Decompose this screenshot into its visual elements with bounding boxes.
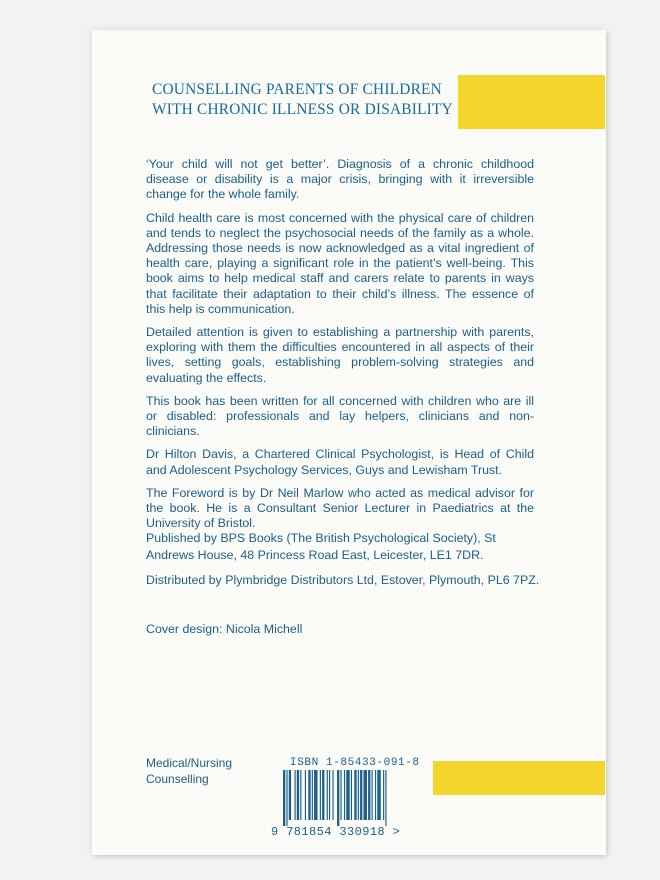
barcode-bar: [322, 770, 324, 820]
barcode-digits: 9 781854 330918 >: [271, 825, 401, 839]
barcode-bar: [297, 770, 299, 820]
barcode-bar: [305, 770, 306, 820]
blurb-paragraph: Child health care is most concerned with the physical care of children and tends to neglect the psychosocial needs of the family as a whole. Addressing those needs is now acknowledged as a vital ingredient of health care, playing a significant role in the patient’s well-being. This book aims to help medical staff and carers relate to parents in ways that facilitate their adaptation to their child’s illness. The essence of this help is communication.: [146, 210, 534, 316]
subject-category: [146, 755, 232, 787]
barcode-bar: [346, 770, 349, 820]
barcode-bar: [344, 770, 345, 820]
blurb-paragraph: Detailed attention is given to establishing a partnership with parents, exploring with them the difficulties encountered in all aspects of their lives, setting goals, establishing problem-solving strategies and evaluating the effects.: [146, 325, 534, 385]
foreword-note: The Foreword is by Dr Neil Marlow who acted as medical advisor for the book. He is a Consultant Senior Lecturer in Paediatrics at the University of Bristol.: [146, 485, 534, 531]
publisher-text: Published by BPS Books (The British Psychological Society), St Andrews House, 48 Princess Road East, Leicester, LE1 7DR.: [146, 531, 496, 562]
barcode-bar: [372, 770, 373, 820]
title-line-2: WITH CHRONIC ILLNESS OR DISABILITY: [152, 101, 453, 118]
barcode-bar: [358, 770, 359, 820]
barcode: [282, 770, 430, 826]
cover-design-credit: Cover design: Nicola Michell: [146, 622, 303, 636]
barcode-bar: [308, 770, 310, 820]
author-bio: Dr Hilton Davis, a Chartered Clinical Psychologist, is Head of Child and Adolescent Psychology Services, Guys and Lewisham Trust.: [146, 447, 534, 477]
publication-info: [146, 530, 546, 597]
barcode-bar: [368, 770, 370, 820]
barcode-bar: [364, 770, 367, 820]
barcode-bar: [377, 770, 380, 820]
blurb-paragraph: This book has been written for all concerned with children who are ill or disabled: professionals and lay helpers, clinicians and non-clinicians.: [146, 393, 534, 439]
barcode-bar: [375, 770, 376, 820]
barcode-bar: [332, 770, 333, 820]
barcode-bar: [385, 770, 386, 826]
barcode-bar: [360, 770, 362, 820]
barcode-bar: [289, 770, 291, 820]
category-line-1: Medical/Nursing: [146, 756, 233, 770]
barcode-bar: [327, 770, 328, 820]
barcode-bar: [283, 770, 285, 826]
barcode-bar: [341, 770, 342, 820]
barcode-bar: [312, 770, 313, 820]
barcode-bar: [300, 770, 301, 820]
title-line-1: COUNSELLING PARENTS OF CHILDREN: [152, 81, 442, 98]
yellow-accent-band-bottom: [433, 761, 605, 795]
yellow-accent-band-top: [458, 75, 605, 129]
isbn-label: ISBN 1-85433-091-8: [290, 757, 420, 769]
barcode-bar: [314, 770, 317, 820]
barcode-bar: [320, 770, 321, 820]
barcode-bar: [351, 770, 352, 820]
distributor-text: Distributed by Plymbridge Distributors Ltd, Estover, Plymouth, PL6 7PZ.: [146, 573, 540, 587]
blurb: [146, 157, 534, 539]
barcode-bar: [295, 770, 296, 820]
barcode-bar: [354, 770, 356, 820]
blurb-paragraph: ‘Your child will not get better’. Diagnosis of a chronic childhood disease or disability is a major crisis, bringing with it irreversible change for the whole family.: [146, 157, 534, 202]
barcode-bar: [337, 770, 339, 826]
barcode-bar: [383, 770, 384, 820]
barcode-bar: [286, 770, 287, 826]
category-line-2: Counselling: [146, 772, 209, 786]
book-title: [152, 80, 453, 120]
barcode-bar: [329, 770, 330, 820]
